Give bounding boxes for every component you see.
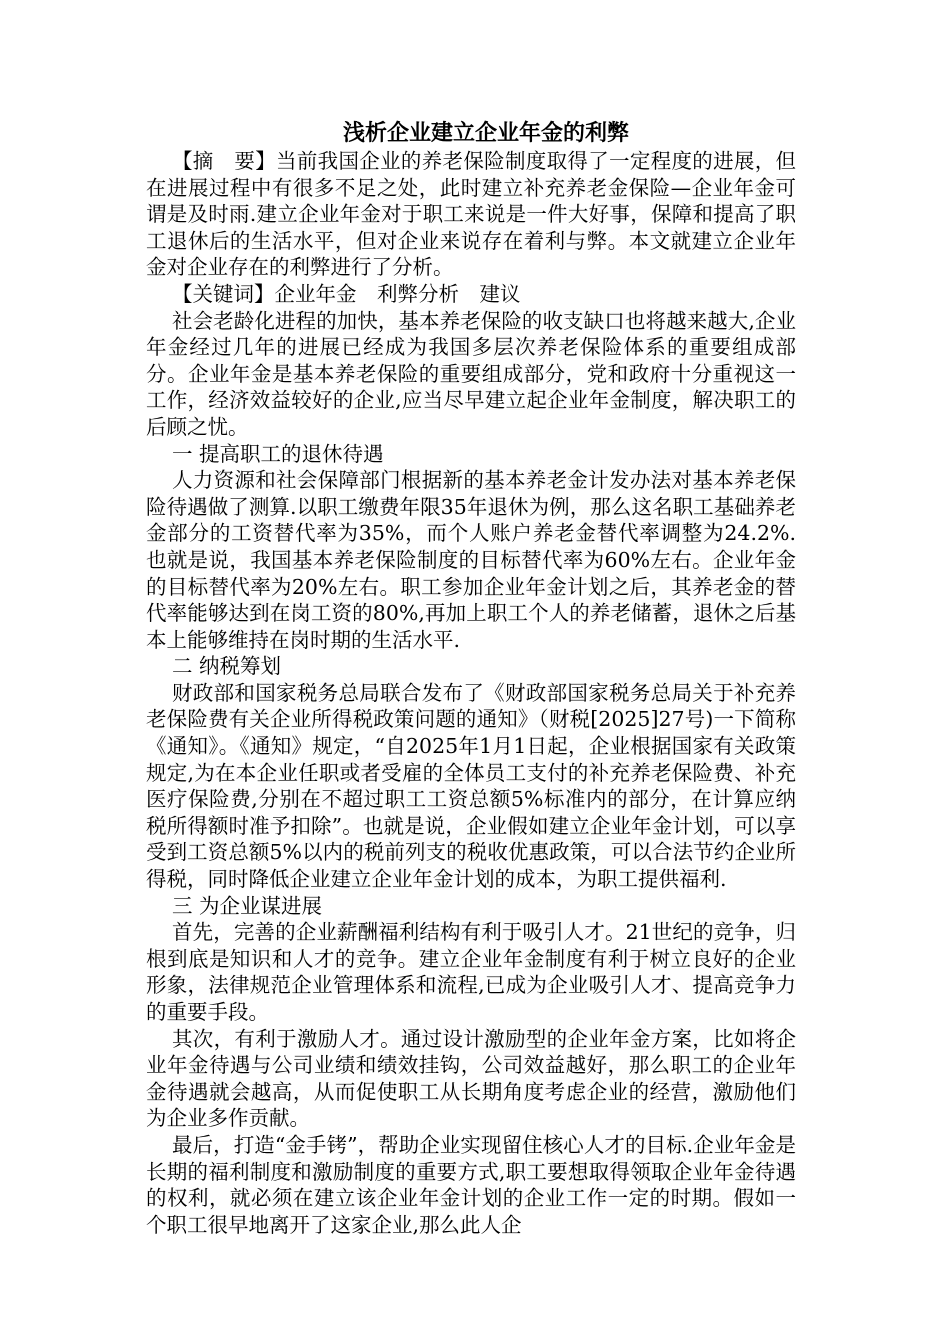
- section-3-paragraph-1: 首先，完善的企业薪酬福利结构有利于吸引人才。21世纪的竞争，归根到底是知识和人才的竞争。建立企业年金制度有利于树立良好的企业形象，法律规范企业管理体系和流程,已成为企业吸引人才、提高竞争力的重要手段。: [146, 920, 796, 1024]
- section-3-paragraph-2: 其次，有利于激励人才。通过设计激励型的企业年金方案，比如将企业年金待遇与公司业绩和绩效挂钩，公司效益越好，那么职工的企业年金待遇就会越高，从而促使职工从长期角度考虑企业的经营，激励他们为企业多作贡献。: [146, 1026, 796, 1131]
- keywords-line: 【关键词】企业年金 利弊分析 建议: [172, 281, 521, 306]
- section-3-heading: 三 为企业谋进展: [172, 893, 323, 918]
- document-page: [146, 118, 796, 1238]
- section-2-heading: 二 纳税筹划: [172, 654, 282, 679]
- intro-paragraph: 社会老龄化进程的加快，基本养老保险的收支缺口也将越来越大,企业年金经过几年的进展已经成为我国多层次养老保险体系的重要组成部分。企业年金是基本养老保险的重要组成部分，党和政府十分重视这一工作，经济效益较好的企业,应当尽早建立起企业年金制度，解决职工的后顾之忧。: [146, 308, 796, 439]
- section-2-body: 财政部和国家税务总局联合发布了《财政部国家税务总局关于补充养老保险费有关企业所得税政策问题的通知》（财税[2025]27号)一下简称《通知》。《通知》规定，“自2025年1月1日起，企业根据国家有关政策规定,为在本企业任职或者受雇的全体员工支付的补充养老保险费、补充医疗保险费,分别在不超过职工工资总额5%标准内的部分，在计算应纳税所得额时准予扣除”。也就是说，企业假如建立企业年金计划，可以享受到工资总额5%以内的税前列支的税收优惠政策，可以合法节约企业所得税，同时降低企业建立企业年金计划的成本，为职工提供福利.: [146, 680, 796, 892]
- section-1-heading: 一 提高职工的退休待遇: [172, 441, 384, 466]
- document-title: 浅析企业建立企业年金的利弊: [342, 120, 629, 146]
- section-1-body: 人力资源和社会保障部门根据新的基本养老金计发办法对基本养老保险待遇做了测算.以职工缴费年限35年退休为例，那么这名职工基础养老金部分的工资替代率为35%，而个人账户养老金替代率调整为24.2%.也就是说，我国基本养老保险制度的目标替代率为60%左右。企业年金的目标替代率为20%左右。职工参加企业年金计划之后，其养老金的替代率能够达到在岗工资的80%,再加上职工个人的养老储蓄，退休之后基本上能够维持在岗时期的生活水平.: [146, 468, 796, 652]
- abstract-paragraph: 【摘 要】当前我国企业的养老保险制度取得了一定程度的进展，但在进展过程中有很多不足之处，此时建立补充养老金保险—企业年金可谓是及时雨.建立企业年金对于职工来说是一件大好事，保障和提高了职工退休后的生活水平，但对企业来说存在着利与弊。本文就建立企业年金对企业存在的利弊进行了分析。: [146, 149, 796, 280]
- section-3-paragraph-3: 最后，打造“金手铐”，帮助企业实现留住核心人才的目标.企业年金是长期的福利制度和激励制度的重要方式,职工要想取得领取企业年金待遇的权利，就必须在建立该企业年金计划的企业工作一定的时期。假如一个职工很早地离开了这家企业,那么此人企: [146, 1132, 796, 1237]
